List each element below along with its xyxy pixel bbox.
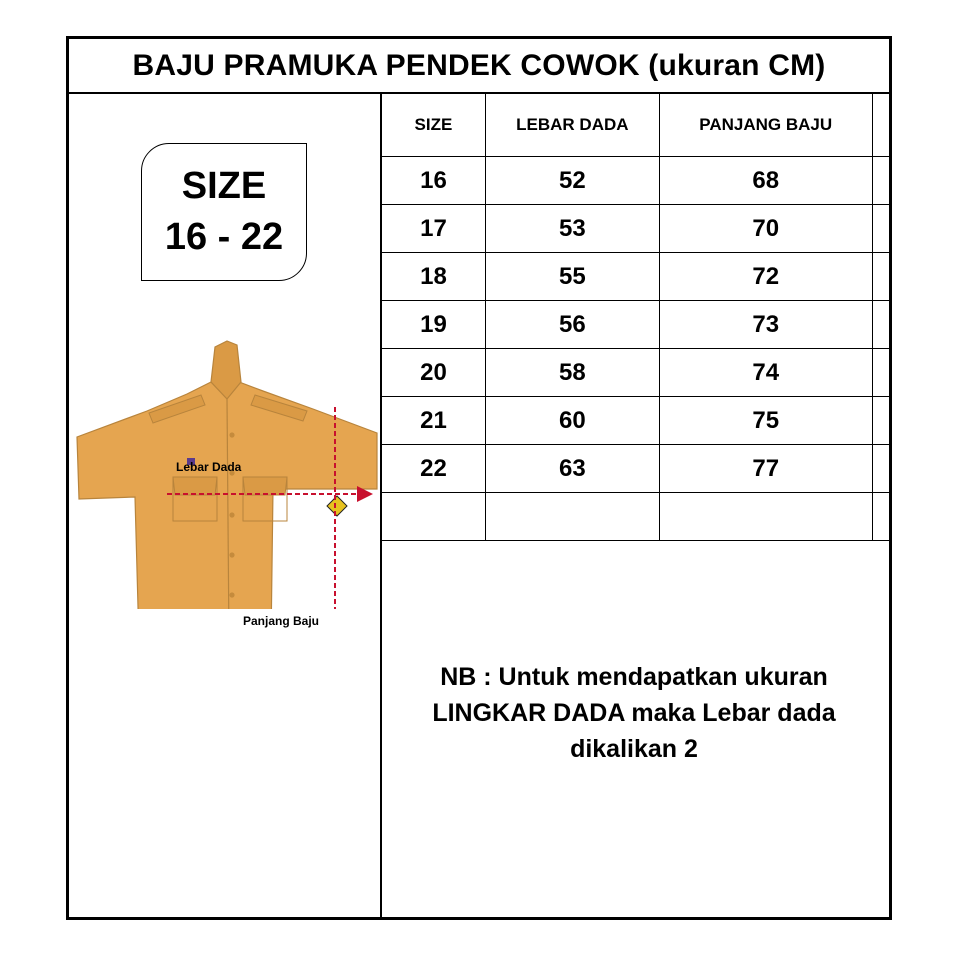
table-row xyxy=(382,253,889,301)
cell-panjang-baju: 70 xyxy=(659,205,872,253)
cell-panjang-baju: 72 xyxy=(659,253,872,301)
table-row xyxy=(382,493,889,541)
cell-lebar-dada: 53 xyxy=(485,205,659,253)
cell-extra xyxy=(872,445,889,493)
cell-size: 20 xyxy=(382,349,485,397)
header-lebar-dada: LEBAR DADA xyxy=(485,94,659,157)
header-size: SIZE xyxy=(382,94,485,157)
body-length-label: Panjang Baju xyxy=(243,614,320,628)
cell-lebar-dada: 58 xyxy=(485,349,659,397)
cell-panjang-baju xyxy=(659,493,872,541)
table-row xyxy=(382,349,889,397)
cell-size: 18 xyxy=(382,253,485,301)
page-title: BAJU PRAMUKA PENDEK COWOK (ukuran CM) xyxy=(69,39,889,94)
size-range-badge xyxy=(141,143,307,281)
table-row xyxy=(382,205,889,253)
cell-size: 17 xyxy=(382,205,485,253)
cell-panjang-baju: 75 xyxy=(659,397,872,445)
cell-lebar-dada: 55 xyxy=(485,253,659,301)
cell-lebar-dada: 56 xyxy=(485,301,659,349)
cell-panjang-baju: 77 xyxy=(659,445,872,493)
table-row xyxy=(382,397,889,445)
cell-panjang-baju: 73 xyxy=(659,301,872,349)
cell-extra xyxy=(872,301,889,349)
note-text: NB : Untuk mendapatkan ukuran LINGKAR DADA maka Lebar dada dikalikan 2 xyxy=(432,663,836,763)
size-badge-range: 16 - 22 xyxy=(164,216,284,258)
cell-lebar-dada: 63 xyxy=(485,445,659,493)
table-header-row xyxy=(382,94,889,157)
cell-size xyxy=(382,493,485,541)
cell-extra xyxy=(872,493,889,541)
cell-size: 16 xyxy=(382,157,485,205)
header-panjang-baju: PANJANG BAJU xyxy=(659,94,872,157)
chest-width-label: Lebar Dada xyxy=(176,460,242,474)
cell-size: 21 xyxy=(382,397,485,445)
scout-emblem-icon xyxy=(327,496,347,516)
cell-size: 19 xyxy=(382,301,485,349)
cell-extra xyxy=(872,253,889,301)
table-row xyxy=(382,301,889,349)
size-chart-frame xyxy=(66,36,892,920)
cell-lebar-dada: 52 xyxy=(485,157,659,205)
cell-lebar-dada xyxy=(485,493,659,541)
cell-panjang-baju: 74 xyxy=(659,349,872,397)
cell-extra xyxy=(872,349,889,397)
cell-size: 22 xyxy=(382,445,485,493)
cell-extra xyxy=(872,205,889,253)
header-extra xyxy=(872,94,889,157)
size-table xyxy=(382,94,889,541)
size-badge-label: SIZE xyxy=(181,164,267,207)
table-row xyxy=(382,157,889,205)
cell-lebar-dada: 60 xyxy=(485,397,659,445)
cell-extra xyxy=(872,157,889,205)
cell-extra xyxy=(872,397,889,445)
cell-panjang-baju: 68 xyxy=(659,157,872,205)
shirt-illustration xyxy=(75,339,381,629)
shirt-image xyxy=(75,339,381,609)
table-row xyxy=(382,445,889,493)
